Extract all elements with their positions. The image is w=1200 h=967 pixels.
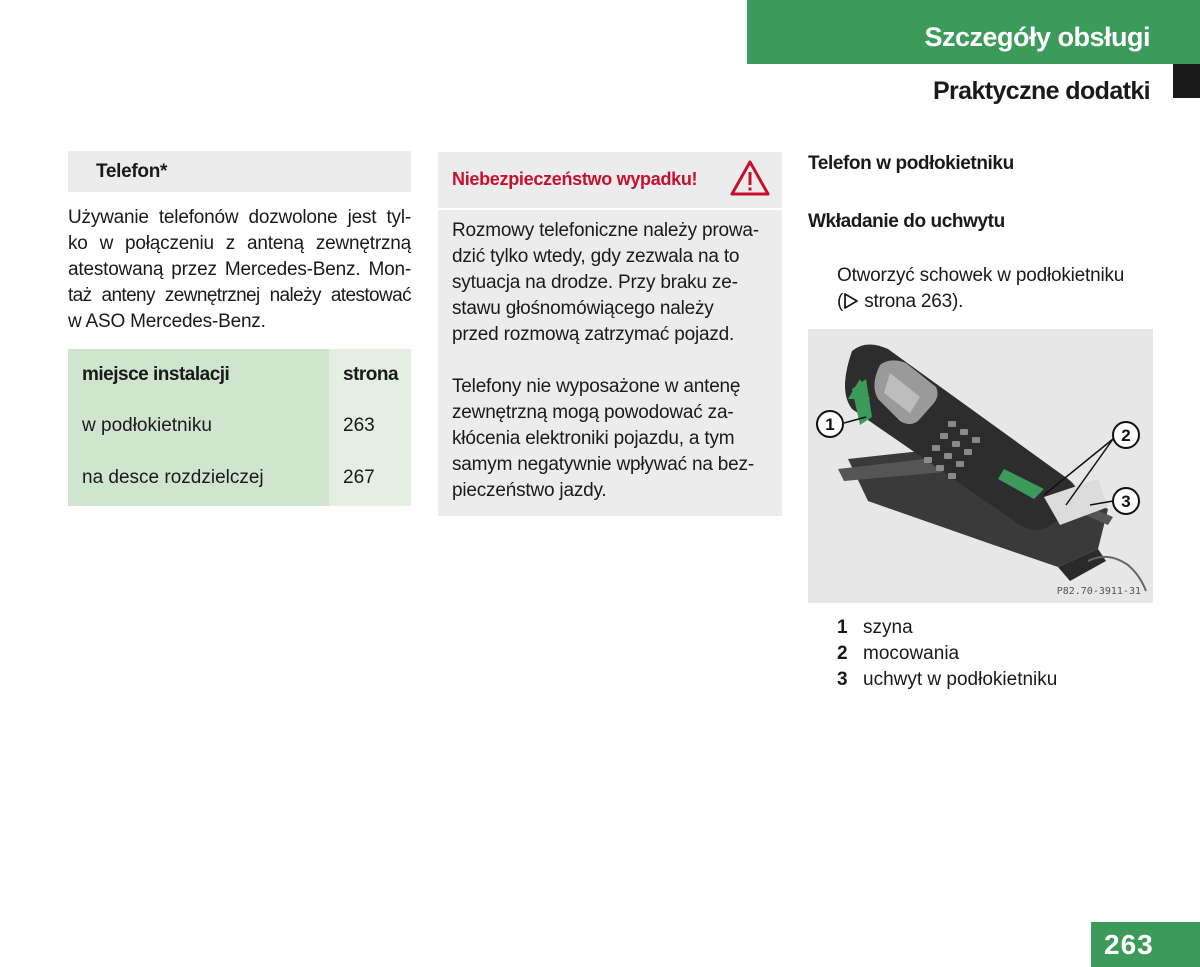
- legend-number: 1: [837, 617, 848, 638]
- callout-label: 1: [825, 415, 835, 434]
- telefon-paragraph: [68, 205, 411, 335]
- legend-item: [837, 615, 1157, 641]
- warning-header: [438, 152, 782, 208]
- text-line: kłócenia elektroniki pojazdu, a tym: [452, 428, 735, 449]
- table-cell: w podłokietniku: [82, 415, 212, 436]
- legend-text: uchwyt w podłokietniku: [863, 669, 1058, 690]
- illustration-legend: [837, 615, 1157, 693]
- text-line: Telefony nie wyposażone w antenę: [452, 376, 741, 397]
- warning-box: [438, 152, 782, 516]
- phone-holder-drawing: [808, 329, 1153, 603]
- legend-number: 3: [837, 669, 848, 690]
- subsection-title: Praktyczne dodatki: [932, 77, 1150, 105]
- callout-2: [1113, 422, 1139, 448]
- text-line: Rozmowy telefoniczne należy prowa-: [452, 220, 759, 241]
- legend-item: [837, 641, 1157, 667]
- callout-label: 2: [1121, 426, 1131, 445]
- phone-holder-illustration: [808, 329, 1153, 603]
- warning-title: Niebezpieczeństwo wypadku!: [452, 169, 698, 189]
- instruction-line: Otworzyć schowek w podłokietniku: [837, 265, 1125, 286]
- page-number-tab: [1091, 922, 1200, 967]
- legend-text: szyna: [863, 617, 913, 638]
- text-line: atestowaną przez Mercedes-Benz. Mon-: [68, 259, 411, 280]
- callout-3: [1113, 488, 1139, 514]
- instruction: [837, 263, 1167, 315]
- telefon-heading: Telefon*: [96, 161, 168, 182]
- legend-number: 2: [837, 643, 848, 664]
- instruction-line: [837, 289, 1167, 315]
- warning-paragraph-2: [452, 374, 774, 504]
- instruction-paren: (: [837, 291, 844, 312]
- text-line: samym negatywnie wpływać na bez-: [452, 454, 754, 475]
- text-line: taż anteny zewnętrznej należy atestować: [68, 285, 411, 306]
- illustration-code: P82.70-3911-31: [1056, 586, 1141, 597]
- chapter-marker: [1173, 64, 1200, 98]
- legend-text: mocowania: [863, 643, 960, 664]
- table-header-location: miejsce instalacji: [82, 364, 230, 385]
- warning-triangle-icon: [728, 156, 772, 200]
- text-line: zewnętrzną mogą powodować za-: [452, 402, 734, 423]
- text-line: przed rozmową zatrzymać pojazd.: [452, 324, 735, 345]
- page-reference-arrow-icon: [843, 293, 859, 309]
- legend-item: [837, 667, 1157, 693]
- telefon-heading-bar: [68, 151, 411, 192]
- warning-divider: [438, 208, 782, 210]
- section-header-tab: [747, 0, 1200, 64]
- text-line: stawu głośnomówiącego należy: [452, 298, 714, 319]
- table-cell: na desce rozdzielczej: [82, 467, 264, 488]
- text-line: sytuacja na drodze. Przy braku ze-: [452, 272, 738, 293]
- armrest-heading: Telefon w podłokietniku: [808, 153, 1014, 174]
- table-cell: 267: [343, 467, 375, 488]
- section-title: Szczegóły obsługi: [924, 22, 1150, 52]
- text-line: w ASO Mercedes-Benz.: [68, 311, 266, 332]
- callout-1: [817, 411, 843, 437]
- text-line: Używanie telefonów dozwolone jest tyl-: [68, 207, 411, 228]
- page-number: 263: [1104, 929, 1154, 960]
- installation-table: [68, 349, 411, 506]
- table-cell: 263: [343, 415, 375, 436]
- table-header-page: strona: [343, 364, 399, 385]
- text-line: pieczeństwo jazdy.: [452, 480, 607, 501]
- text-line: ko w połączeniu z anteną zewnętrzną: [68, 233, 411, 254]
- warning-paragraph-1: [452, 218, 774, 348]
- armrest-subheading: Wkładanie do uchwytu: [808, 211, 1005, 232]
- instruction-page-ref: strona 263).: [859, 291, 964, 312]
- text-line: dzić tylko wtedy, gdy zezwala na to: [452, 246, 740, 267]
- callout-label: 3: [1121, 492, 1131, 511]
